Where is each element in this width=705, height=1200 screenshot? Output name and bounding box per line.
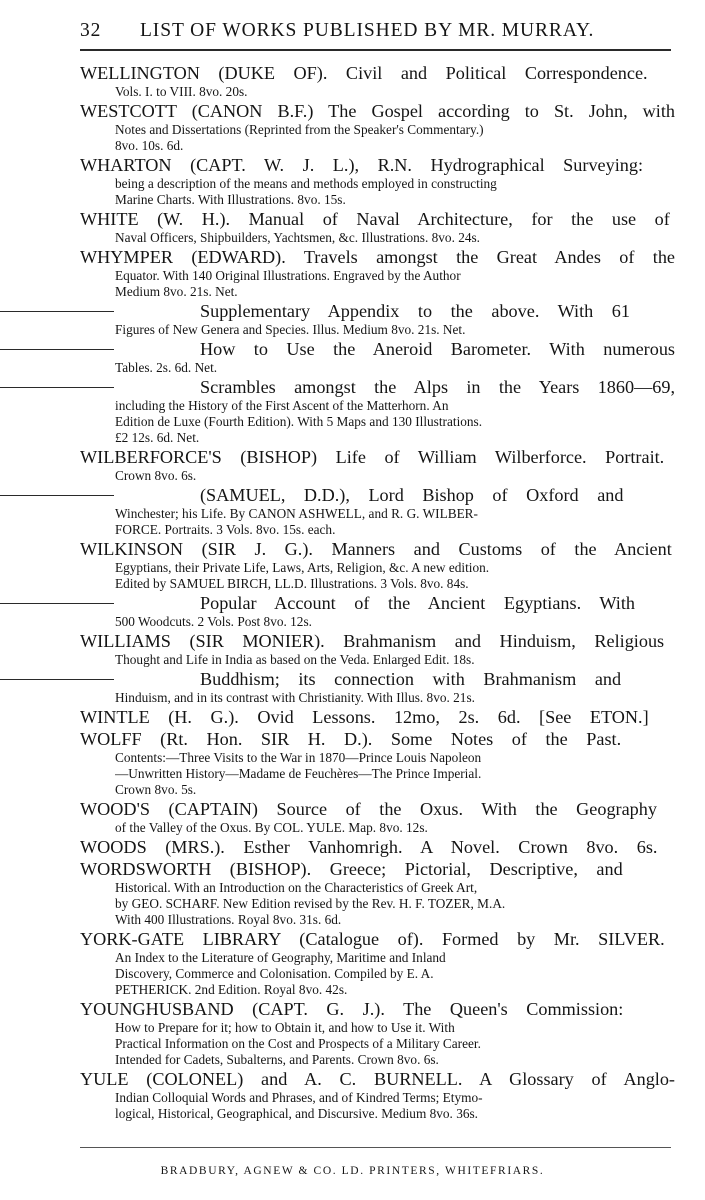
entry-detail-line: by GEO. SCHARF. New Edition revised by the Rev. H. F. TOZER, M.A. (115, 896, 506, 911)
entry-detail-line: An Index to the Literature of Geography, Maritime and Inland (115, 950, 446, 965)
catalogue-entry (0, 100, 705, 154)
entry-detail-line: Edition de Luxe (Fourth Edition). With 5 Maps and 130 Illustrations. (115, 414, 483, 429)
catalogue-entry (0, 836, 705, 858)
catalogue-entry (0, 668, 705, 706)
entry-heading: WESTCOTT (CANON B.F.) The Gospel according to St. John, with (80, 101, 675, 121)
catalogue-entry (0, 928, 705, 998)
entry-detail-line: of the Valley of the Oxus. By COL. YULE. Map. 8vo. 12s. (115, 820, 428, 835)
entry-heading: YULE (COLONEL) and A. C. BURNELL. A Glossary of Anglo- (80, 1069, 675, 1089)
entry-detail-line: Intended for Cadets, Subalterns, and Parents. Crown 8vo. 6s. (115, 1052, 439, 1067)
running-head (80, 16, 670, 50)
entry-heading: WILKINSON (SIR J. G.). Manners and Customs of the Ancient (80, 539, 672, 559)
entry-detail-line: Crown 8vo. 5s. (115, 782, 197, 797)
entry-detail-line: —Unwritten History—Madame de Feuchères—The Prince Imperial. (115, 766, 482, 781)
entry-detail-line: Practical Information on the Cost and Prospects of a Military Career. (115, 1036, 481, 1051)
ditto-dash (0, 603, 114, 604)
catalogue-entry (0, 300, 705, 338)
ditto-dash (0, 311, 114, 312)
entry-detail-line: Vols. I. to VIII. 8vo. 20s. (115, 84, 248, 99)
entry-detail-line: Hinduism, and in its contrast with Christianity. With Illus. 8vo. 21s. (115, 690, 475, 705)
entry-heading: WHITE (W. H.). Manual of Naval Architecture, for the use of (80, 209, 670, 229)
catalogue-entry (0, 538, 705, 592)
catalogue-entry (0, 208, 705, 246)
entry-heading: WOODS (MRS.). Esther Vanhomrigh. A Novel. Crown 8vo. 6s. (80, 837, 658, 857)
entry-detail-line: being a description of the means and methods employed in constructing (115, 176, 497, 191)
entry-heading: WINTLE (H. G.). Ovid Lessons. 12mo, 2s. 6d. [See ETON.] (80, 707, 649, 727)
catalogue-entry (0, 1068, 705, 1122)
entry-heading: Popular Account of the Ancient Egyptians. With (200, 593, 636, 613)
catalogue-entry (0, 446, 705, 484)
entry-detail-line: Figures of New Genera and Species. Illus. Medium 8vo. 21s. Net. (115, 322, 466, 337)
running-title: LIST OF WORKS PUBLISHED BY MR. MURRAY. (140, 20, 595, 41)
header-rule (80, 49, 671, 51)
ditto-dash (0, 349, 114, 350)
entry-detail-line: Medium 8vo. 21s. Net. (115, 284, 238, 299)
entry-detail-line: Thought and Life in India as based on the Veda. Enlarged Edit. 18s. (115, 652, 475, 667)
entry-detail-line: Tables. 2s. 6d. Net. (115, 360, 218, 375)
ditto-dash (0, 679, 114, 680)
entry-detail-line: Marine Charts. With Illustrations. 8vo. 15s. (115, 192, 346, 207)
catalogue-entry (0, 728, 705, 798)
entry-detail-line: Notes and Dissertations (Reprinted from the Speaker's Commentary.) (115, 122, 484, 137)
catalogue-entry (0, 630, 705, 668)
entry-detail-line: including the History of the First Ascent of the Matterhorn. An (115, 398, 449, 413)
entry-heading: YOUNGHUSBAND (CAPT. G. J.). The Queen's Commission: (80, 999, 624, 1019)
page-number: 32 (80, 20, 102, 41)
catalogue-entry (0, 154, 705, 208)
entry-detail-line: Equator. With 140 Original Illustrations. Engraved by the Author (115, 268, 461, 283)
entry-detail-line: Edited by SAMUEL BIRCH, LL.D. Illustrations. 3 Vols. 8vo. 84s. (115, 576, 469, 591)
entry-detail-line: Discovery, Commerce and Colonisation. Compiled by E. A. (115, 966, 434, 981)
entry-heading: YORK-GATE LIBRARY (Catalogue of). Formed by Mr. SILVER. (80, 929, 665, 949)
footer-rule (80, 1147, 671, 1148)
catalogue-entry (0, 62, 705, 100)
entry-detail-line: Egyptians, their Private Life, Laws, Arts, Religion, &c. A new edition. (115, 560, 490, 575)
entry-detail-line: Winchester; his Life. By CANON ASHWELL, and R. G. WILBER- (115, 506, 478, 521)
entry-detail-line: Naval Officers, Shipbuilders, Yachtsmen, &c. Illustrations. 8vo. 24s. (115, 230, 481, 245)
entry-detail-line: Historical. With an Introduction on the Characteristics of Greek Art, (115, 880, 478, 895)
catalogue-entry (0, 858, 705, 928)
entry-detail-line: £2 12s. 6d. Net. (115, 430, 200, 445)
entry-heading: WHARTON (CAPT. W. J. L.), R.N. Hydrographical Surveying: (80, 155, 644, 175)
catalogue-entry (0, 998, 705, 1068)
catalogue-entry (0, 338, 705, 376)
entry-heading: WOLFF (Rt. Hon. SIR H. D.). Some Notes of the Past. (80, 729, 622, 749)
entry-detail-line: How to Prepare for it; how to Obtain it, and how to Use it. With (115, 1020, 455, 1035)
entry-heading: (SAMUEL, D.D.), Lord Bishop of Oxford and (200, 485, 624, 505)
catalogue-entry (0, 484, 705, 538)
entry-detail-line: Indian Colloquial Words and Phrases, and of Kindred Terms; Etymo- (115, 1090, 483, 1105)
entry-heading: Supplementary Appendix to the above. With 61 (200, 301, 630, 321)
entry-detail-line: PETHERICK. 2nd Edition. Royal 8vo. 42s. (115, 982, 348, 997)
entry-detail-line: Crown 8vo. 6s. (115, 468, 197, 483)
ditto-dash (0, 495, 114, 496)
entry-heading: WILBERFORCE'S (BISHOP) Life of William Wilberforce. Portrait. (80, 447, 665, 467)
entry-detail-line: 500 Woodcuts. 2 Vols. Post 8vo. 12s. (115, 614, 312, 629)
entry-detail-line: logical, Historical, Geographical, and Discursive. Medium 8vo. 36s. (115, 1106, 478, 1121)
entries-list (0, 62, 705, 1122)
entry-heading: WHYMPER (EDWARD). Travels amongst the Great Andes of the (80, 247, 675, 267)
catalogue-entry (0, 706, 705, 728)
entry-heading: WELLINGTON (DUKE OF). Civil and Political Correspondence. (80, 63, 648, 83)
catalogue-entry (0, 246, 705, 300)
entry-heading: WILLIAMS (SIR MONIER). Brahmanism and Hinduism, Religious (80, 631, 665, 651)
entry-detail-line: With 400 Illustrations. Royal 8vo. 31s. 6d. (115, 912, 342, 927)
entry-detail-line: 8vo. 10s. 6d. (115, 138, 184, 153)
entry-detail-line: Contents:—Three Visits to the War in 1870—Prince Louis Napoleon (115, 750, 482, 765)
entry-detail-line: FORCE. Portraits. 3 Vols. 8vo. 15s. each. (115, 522, 336, 537)
entry-heading: WOOD'S (CAPTAIN) Source of the Oxus. With the Geography (80, 799, 657, 819)
entry-heading: Scrambles amongst the Alps in the Years 1860—69, (200, 377, 675, 397)
entry-heading: WORDSWORTH (BISHOP). Greece; Pictorial, Descriptive, and (80, 859, 623, 879)
entry-heading: Buddhism; its connection with Brahmanism and (200, 669, 622, 689)
catalogue-entry (0, 798, 705, 836)
catalogue-entry (0, 376, 705, 446)
printer-imprint: BRADBURY, AGNEW & CO. LD. PRINTERS, WHITEFRIARS. (160, 1165, 545, 1177)
ditto-dash (0, 387, 114, 388)
entry-heading: How to Use the Aneroid Barometer. With numerous (200, 339, 675, 359)
catalogue-entry (0, 592, 705, 630)
